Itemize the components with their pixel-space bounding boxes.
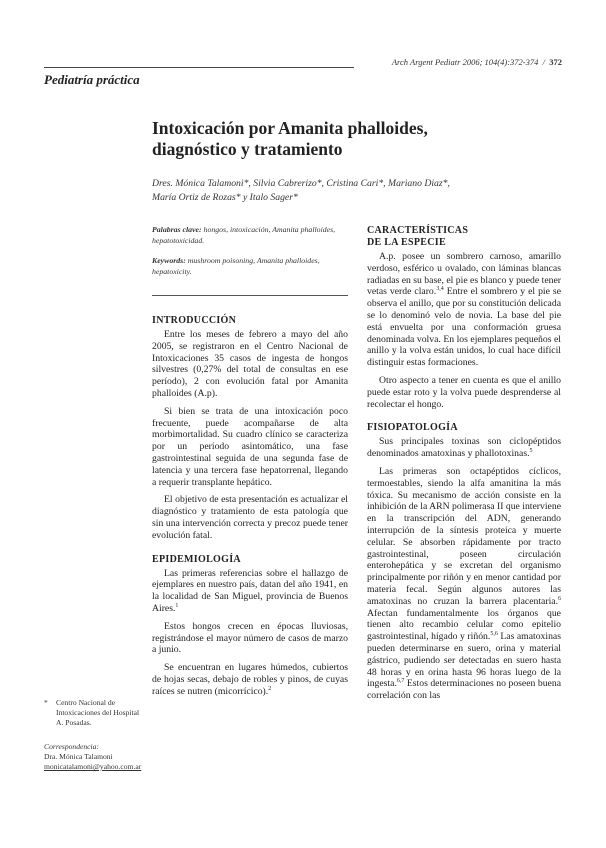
epi-paragraph-1: Las primeras referencias sobre el hallazgo de ejemplares en nuestro país, datan del año 1941, en la localidad de San Miguel, provincia de Buenos Aires.$^1$ (152, 567, 348, 614)
ref-6: 6 (558, 595, 561, 602)
footnote-affiliation: Centro Nacional de Intoxicaciones del Hospital A. Posadas. (56, 698, 140, 727)
keywords-english (152, 256, 348, 277)
keywords-es-text: hongos, intoxicación, Amanita phalloides, hepatotoxicidad. (152, 225, 336, 245)
correspondence-email-link[interactable]: monicatalamoni@yahoo.com.ar (44, 762, 142, 771)
right-column (367, 225, 561, 702)
title-line-1: Intoxicación por Amanita phalloides, (152, 118, 428, 138)
journal-citation (392, 57, 562, 67)
heading-epidemiologia: EPIDEMIOLOGÍA (152, 553, 241, 565)
species-paragraph-1: A.p. posee un sombrero carnoso, amarillo verdoso, esférico u ovalado, con láminas blancas radiadas en su base, el pie es blanco y puede tener vetas verde claro.$^{3,4}$ Entre el sombrero y el pie se observa el anillo, que por su constitución delicada se lo denominó velo de novia. La base del pie está envuelta por una conformación gruesa denominada volva. En los ejemplares pequeños el anillo y la volva están unidos, lo cual hace difícil distinguir estas formaciones. (367, 251, 561, 369)
author-list (152, 177, 562, 205)
citation-text: Arch Argent Pediatr 2006; 104(4):372-374 (391, 57, 539, 67)
ref-1: 1 (175, 602, 179, 609)
title-line-2: diagnóstico y tratamiento (152, 139, 343, 159)
epi-paragraph-3: Se encuentran en lugares húmedos, cubiertos de hojas secas, debajo de robles y pinos, de cuyas raíces se nutren (micorrícico).$^2$ (152, 662, 348, 697)
ref-6-7: 6,7 (396, 678, 405, 685)
authors-line-2: María Ortiz de Rozas* y Italo Sager* (152, 192, 298, 203)
page-number: 372 (549, 57, 562, 67)
heading-introduccion: INTRODUCCIÓN (152, 315, 237, 326)
citation-separator: / (542, 57, 545, 67)
article-title (152, 118, 562, 160)
keywords-spanish (152, 225, 348, 246)
keywords-en-text: mushroom poisoning, Amanita phalloides, hepatoxicity. (152, 256, 320, 276)
keywords-en-label: Keywords: (152, 256, 186, 265)
left-column (152, 315, 348, 698)
footnote-star: * (44, 698, 48, 707)
species-paragraph-2: Otro aspecto a tener en cuenta es que el anillo puede estar roto y la volva puede desprenderse al recolectar el hongo. (367, 374, 561, 410)
ref-5-6: 5,6 (490, 630, 498, 637)
keywords-divider (152, 295, 348, 296)
intro-paragraph-1: Entre los meses de febrero a mayo del año 2005, se registraron en el Centro Nacional de Intoxicaciones 35 casos de ingesta de hongos silvestres (0,27% del total de consultas en ese período), 2 con evolución fatal por Amanita phalloides (A.p). (152, 329, 348, 399)
correspondence-label: Correspondencia: (44, 742, 99, 751)
heading-fisiopatologia: FISIOPATOLOGÍA (367, 422, 458, 434)
ref-2: 2 (268, 685, 272, 692)
physio-paragraph-1: Sus principales toxinas son ciclopéptidos denominados amatoxinas y phallotoxinas.$^5$ (367, 436, 561, 460)
intro-paragraph-3: El objetivo de esta presentación es actualizar el diagnóstico y tratamiento de esta patología que sin una intervención correcta y precoz puede tener evolución fatal. (152, 494, 348, 541)
physio-paragraph-2: Las primeras son octapéptidos cíclicos, termoestables, siendo la alfa amanitina la más tóxica. Su mecanismo de acción consiste en la inhibición de la ARN polimerasa II que interviene en la transcripción del ADN, generando interrupción de la síntesis proteica y muerte celular. Se absorben rápidamente por tracto gastrointestinal, poseen circulación enterohepática y se excretan del organismo principalmente por riñón y en menor cantidad por materia fecal. Según algunos autores las amatoxinas no cruzan la barrera placentaria.$^6$ Afectan fundamentalmente los órganos que tienen alto recambio celular como epitelio gastrointestinal, hígado y riñón.$^{5,6}$ Las amatoxinas pueden determinarse en suero, orina y material gástrico, pudiendo ser detectadas en suero hasta 48 horas y en orina hasta 96 horas luego de la ingesta.$^{6,7}$ Estos determinaciones no poseen buena correlación con las (367, 465, 561, 702)
ref-5: 5 (529, 447, 533, 454)
footnotes (44, 698, 144, 772)
correspondence-name: Dra. Mónica Talamoni (44, 752, 113, 761)
keywords-es-label: Palabras clave: (152, 225, 202, 234)
section-label: Pediatría práctica (44, 72, 140, 87)
intro-paragraph-2: Si bien se trata de una intoxicación poco frecuente, puede acompañarse de alta morbimortalidad. Su cuadro clínico se caracteriza por un período asintomático, una fase gastrointestinal seguida de una segunda fase de latencia y una tercera fase hepatorrenal, llegando a requerir transplante hepático. (152, 405, 348, 488)
authors-line-1: Dres. Mónica Talamoni*, Silvia Cabrerizo*, Cristina Cari*, Mariano Diaz*, (152, 178, 450, 189)
ref-3-4: 3,4 (436, 286, 444, 293)
epi-paragraph-2: Estos hongos crecen en épocas lluviosas, registrándose el mayor número de casos de marzo a junio. (152, 620, 348, 656)
header-rule (44, 67, 354, 68)
heading-caracteristicas: CARACTERÍSTICAS DE LA ESPECIE (367, 225, 469, 248)
